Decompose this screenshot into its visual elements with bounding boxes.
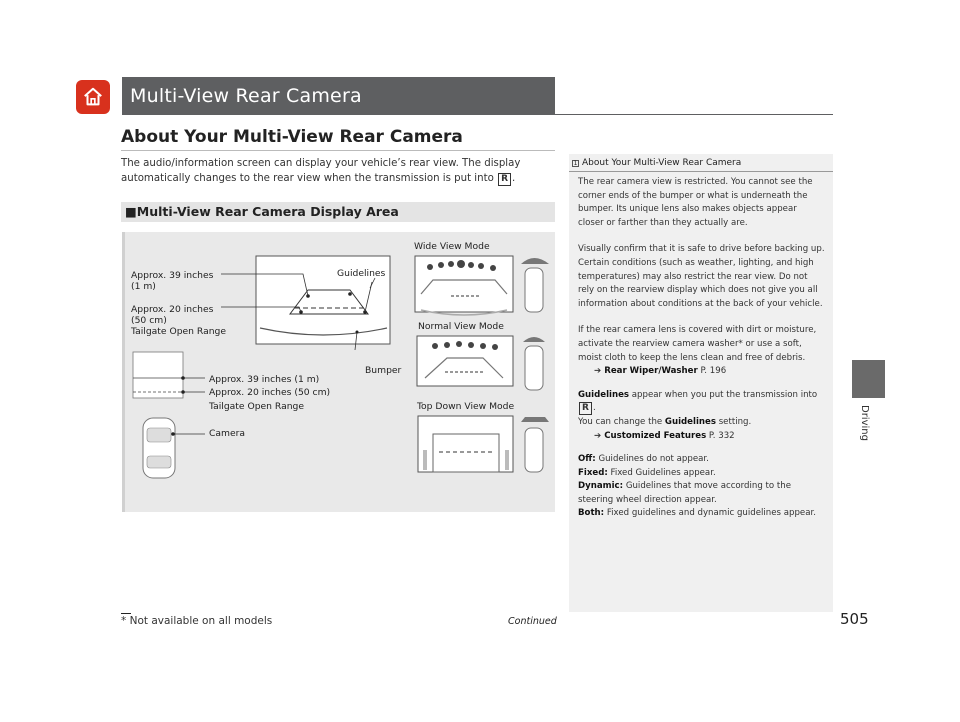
sidebar-heading: 1 About Your Multi-View Rear Camera xyxy=(573,158,742,168)
subsection-title: ■Multi-View Rear Camera Display Area xyxy=(121,202,555,222)
footnote: * Not available on all models xyxy=(121,615,273,627)
reverse-key-icon: R xyxy=(498,173,511,186)
note-p3: If the rear camera lens is covered with dirt or moisture, activate the rearview camera washer* or use a soft, moist cloth to keep the lens clean and free of debris. ➔ Rear Wiper/Washer P. 196 xyxy=(578,324,825,378)
chapter-tab[interactable] xyxy=(852,360,885,398)
ref-rear-wiper[interactable]: ➔ Rear Wiper/Washer P. 196 xyxy=(578,366,726,376)
wide-view-label: Wide View Mode xyxy=(414,241,490,252)
chapter-tab-label: Driving xyxy=(859,405,870,441)
topdown-view-label: Top Down View Mode xyxy=(417,401,515,412)
note-p2: Visually confirm that it is safe to drive before backing up. Certain conditions (such as weather, lighting, and high temperatures) may also restrict the rear view. Do not rely on the rearview display which does not give you all information about conditions at the back of your vehicle. xyxy=(578,244,825,309)
approx-39-side-label: Approx. 39 inches (1 m) xyxy=(209,374,320,385)
reference-arrow-icon: ➔ xyxy=(594,430,602,441)
note-options: Off: Guidelines do not appear. Fixed: Fixed Guidelines appear. Dynamic: Guidelines that move according to the steering wheel direction appear. Both: Fixed guidelines and dynamic guidelines appear. xyxy=(578,454,816,519)
camera-display-figure xyxy=(122,232,555,512)
intro-paragraph: The audio/information screen can display your vehicle’s rear view. The display automatically changes to the rear view when the transmission is put into R . xyxy=(121,158,521,184)
bumper-label: Bumper xyxy=(365,365,402,376)
continued-label: Continued xyxy=(508,616,557,627)
camera-label: Camera xyxy=(209,428,246,439)
guidelines-label: Guidelines xyxy=(337,268,386,279)
tailgate-open-range-label: Tailgate Open Range xyxy=(209,401,305,412)
sidebar-note xyxy=(569,154,833,612)
note-p4: Guidelines appear when you put the transmission into R . You can change the Guidelines setting. ➔ Customized Features P. 332 xyxy=(578,389,825,443)
note-icon: 1 xyxy=(573,159,578,167)
ref-customized-features[interactable]: ➔ Customized Features P. 332 xyxy=(578,431,735,441)
approx-20-label: Approx. 20 inches (50 cm) Tailgate Open Range xyxy=(131,304,227,337)
home-button[interactable] xyxy=(76,80,110,114)
page-number: 505 xyxy=(840,610,869,628)
note-p1: The rear camera view is restricted. You cannot see the corner ends of the bumper or what is underneath the bumper. Its unique lens also makes objects appear closer or farther than they actually are. xyxy=(578,177,813,228)
section-title: About Your Multi-View Rear Camera xyxy=(121,127,463,147)
reference-arrow-icon: ➔ xyxy=(594,366,602,377)
home-icon xyxy=(82,86,104,108)
title-divider xyxy=(555,114,833,115)
reverse-key-icon: R xyxy=(579,402,592,415)
page-title: Multi-View Rear Camera xyxy=(122,77,555,115)
normal-view-label: Normal View Mode xyxy=(418,321,504,332)
approx-20-side-label: Approx. 20 inches (50 cm) xyxy=(209,387,331,398)
section-divider xyxy=(121,150,555,151)
approx-39-label: Approx. 39 inches (1 m) xyxy=(131,270,214,292)
